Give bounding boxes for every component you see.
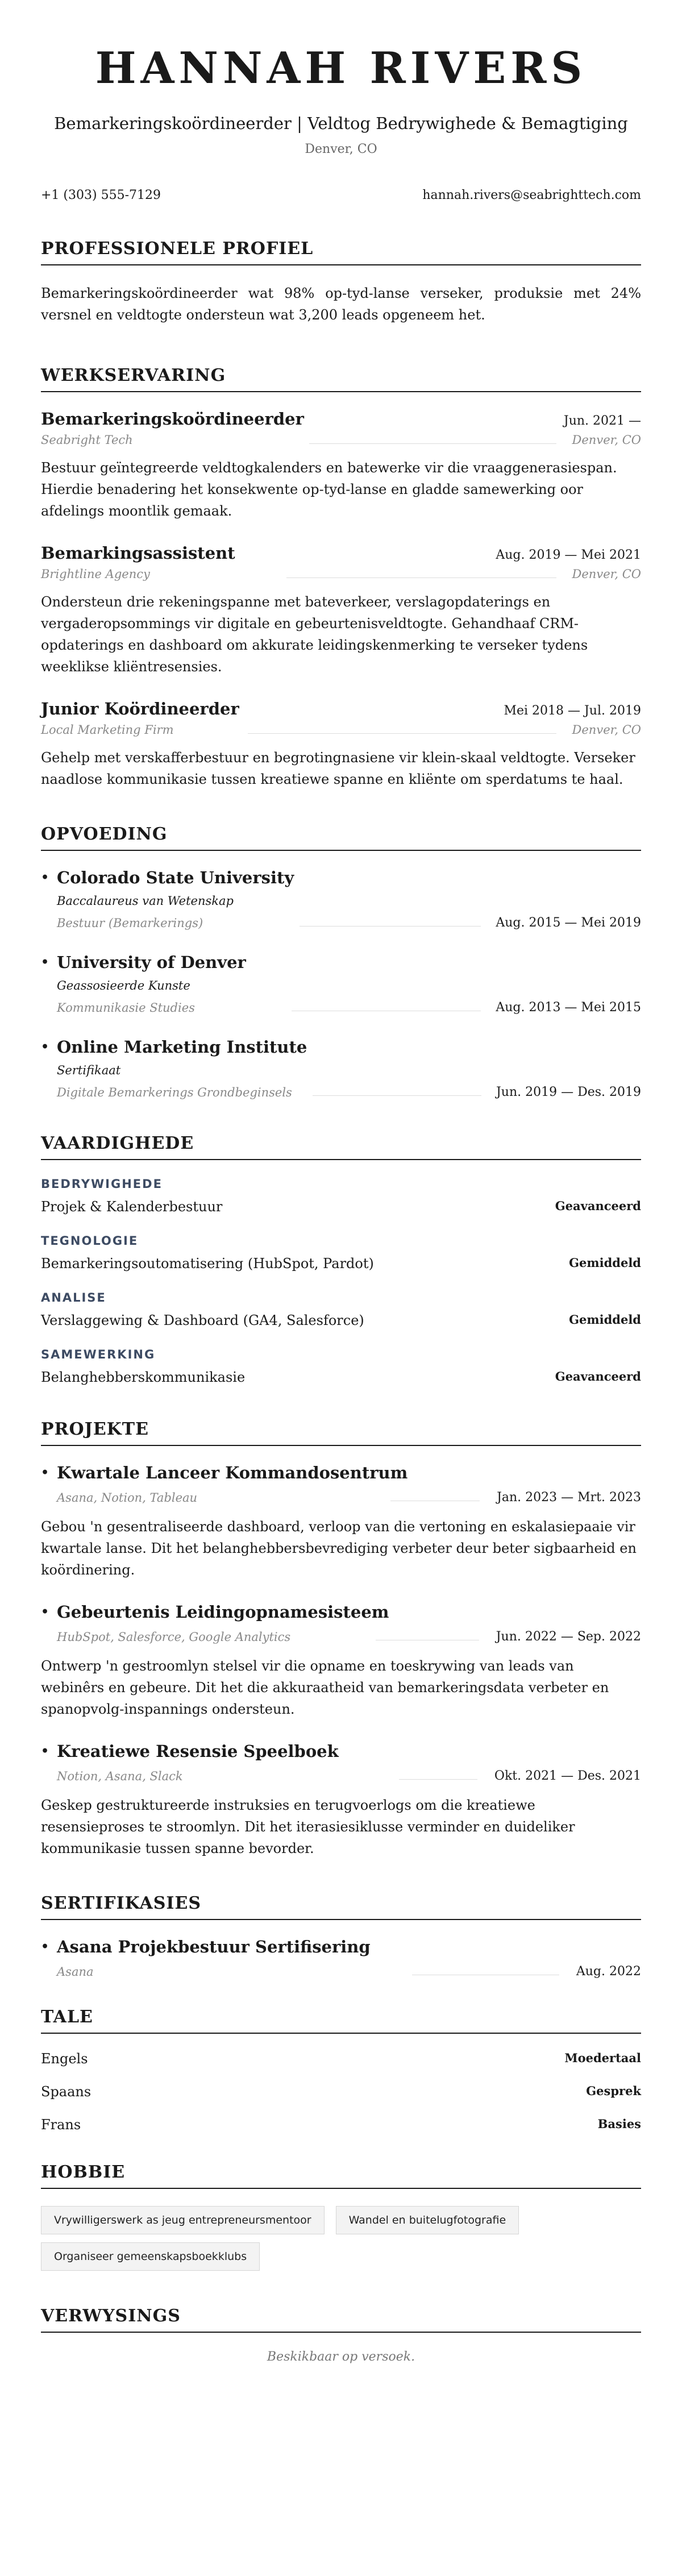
skill-category: ANALISE [41, 1291, 106, 1304]
degree-name: Geassosieerde Kunste [57, 979, 190, 992]
section-title: WERKSERVARING [41, 365, 641, 392]
certification-issuer: Asana [57, 1964, 94, 1979]
resume-header [41, 0, 641, 156]
job-description: Gehelp met verskafferbestuur en begrotingnasiene vir klein-skaal veldtogte. Verseker naadlose kommunikasie tussen kreatiewe spanne en kliënte om sperdatums te haal. [41, 750, 635, 787]
project-dates: Jan. 2023 — Mrt. 2023 [497, 1490, 641, 1505]
school-name: Colorado State University [57, 868, 294, 887]
job-entry [41, 543, 641, 678]
project-description: Gebou 'n gesentraliseerde dashboard, verloop van die vertoning en eskalasiepaaie vir kwartale lanse. Dit het belanghebbersbevrediging verbeter deur beter sigbaarheid en koördinering. [41, 1519, 637, 1578]
language-level: Moedertaal [564, 2051, 641, 2065]
education-dates: Aug. 2013 — Mei 2015 [496, 1000, 641, 1015]
references-section [41, 2306, 641, 2364]
skill-category: BEDRYWIGHEDE [41, 1177, 163, 1191]
field-of-study: Bestuur (Bemarkerings) [57, 916, 203, 930]
skill-name: Projek & Kalenderbestuur [41, 1199, 223, 1215]
field-of-study: Digitale Bemarkerings Grondbeginsels [57, 1085, 292, 1099]
hobby-tag: Wandel en buitelugfotografie [336, 2206, 519, 2234]
language-row [41, 2084, 641, 2100]
hobby-tags [41, 2206, 541, 2271]
education-entry [41, 953, 641, 1015]
job-company: Seabright Tech [41, 433, 133, 447]
section-title: VAARDIGHEDE [41, 1133, 641, 1160]
skill-level: Gemiddeld [569, 1256, 641, 1270]
divider-line [248, 733, 556, 734]
profile-text: Bemarkeringskoördineerder wat 98% op-tyd-lanse verseker, produksie met 24% versnel en veldtogte ondersteun wat 3,200 leads opgeneem het. [41, 285, 641, 323]
project-entry [41, 1463, 641, 1581]
education-section [41, 824, 641, 1099]
job-location: Denver, CO [572, 723, 641, 737]
school-name: University of Denver [57, 953, 246, 972]
skill-category: TEGNOLOGIE [41, 1234, 139, 1248]
certification-name: Asana Projekbestuur Sertifisering [57, 1937, 371, 1956]
skill-name: Bemarkeringsoutomatisering (HubSpot, Pardot) [41, 1256, 374, 1272]
skills-section [41, 1133, 641, 1385]
education-dates: Jun. 2019 — Des. 2019 [496, 1085, 641, 1099]
job-location: Denver, CO [572, 567, 641, 581]
certifications-section [41, 1893, 641, 1979]
language-row [41, 2117, 641, 2133]
divider-line [286, 577, 556, 578]
experience-section [41, 365, 641, 790]
hobby-tag: Vrywilligerswerk as jeug entrepreneursmentoor [41, 2206, 325, 2234]
education-entry [41, 1037, 641, 1099]
phone-number[interactable]: +1 (303) 555-7129 [41, 188, 161, 202]
section-title: PROFESSIONELE PROFIEL [41, 239, 641, 265]
divider-line [309, 443, 556, 444]
project-tools: Notion, Asana, Slack [57, 1769, 183, 1783]
language-level: Basies [597, 2117, 641, 2131]
education-dates: Aug. 2015 — Mei 2019 [496, 916, 641, 930]
language-level: Gesprek [586, 2084, 641, 2098]
project-description: Geskep gestruktureerde instruksies en terugvoerlogs om die kreatiewe resensieproses te stroomlyn. Dit het iterasiesiklusse verminder en duideliker kommunikasie tussen spanne bevorder. [41, 1797, 575, 1856]
skill-level: Gemiddeld [569, 1312, 641, 1327]
skill-group [41, 1234, 641, 1272]
bullet-icon: • [41, 1465, 49, 1480]
certification-date: Aug. 2022 [576, 1964, 641, 1979]
divider-line [313, 1095, 481, 1096]
language-row [41, 2051, 641, 2067]
job-company: Brightline Agency [41, 567, 150, 581]
languages-section [41, 2007, 641, 2133]
language-name: Engels [41, 2051, 88, 2067]
degree-name: Baccalaureus van Wetenskap [57, 894, 234, 908]
project-name: Gebeurtenis Leidingopnamesisteem [57, 1602, 389, 1622]
section-title: HOBBIE [41, 2162, 641, 2189]
section-title: SERTIFIKASIES [41, 1893, 641, 1920]
project-dates: Okt. 2021 — Des. 2021 [494, 1769, 641, 1783]
contact-row [41, 188, 641, 202]
skill-group [41, 1348, 641, 1385]
bullet-icon: • [41, 1605, 49, 1619]
profile-section [41, 239, 641, 326]
project-name: Kwartale Lanceer Kommandosentrum [57, 1463, 408, 1482]
hobby-tag: Organiseer gemeenskapsboekklubs [41, 2242, 260, 2271]
skill-name: Verslaggewing & Dashboard (GA4, Salesforce) [41, 1312, 364, 1328]
bullet-icon: • [41, 870, 49, 885]
school-name: Online Marketing Institute [57, 1037, 307, 1057]
skill-name: Belanghebberskommunikasie [41, 1369, 246, 1385]
job-entry [41, 699, 641, 790]
project-description: Ontwerp 'n gestroomlyn stelsel vir die opname en toeskrywing van leads van webinêrs en gebeure. Dit het die akkuraatheid van bemarkeringsdata verbeter en spanopvolg-inspannings ondersteun. [41, 1658, 609, 1717]
section-title: PROJEKTE [41, 1419, 641, 1446]
certification-entry [41, 1937, 641, 1979]
projects-section [41, 1419, 641, 1859]
project-entry [41, 1742, 641, 1859]
project-tools: HubSpot, Salesforce, Google Analytics [57, 1630, 291, 1644]
bullet-icon: • [41, 1939, 49, 1954]
project-dates: Jun. 2022 — Sep. 2022 [496, 1630, 641, 1644]
job-dates: Aug. 2019 — Mei 2021 [496, 548, 641, 562]
bullet-icon: • [41, 955, 49, 970]
job-entry [41, 409, 641, 522]
references-note: Beskikbaar op versoek. [267, 2350, 415, 2364]
skill-level: Geavanceerd [555, 1369, 641, 1383]
job-title: Bemarkingsassistent [41, 543, 235, 563]
skill-group [41, 1291, 641, 1328]
bullet-icon: • [41, 1744, 49, 1759]
language-name: Spaans [41, 2084, 92, 2100]
section-title: VERWYSINGS [41, 2306, 641, 2333]
candidate-location: Denver, CO [305, 142, 377, 156]
job-dates: Mei 2018 — Jul. 2019 [504, 704, 641, 718]
candidate-tagline: Bemarkeringskoördineerder | Veldtog Bedrywighede & Bemagtiging [54, 114, 628, 133]
project-entry [41, 1602, 641, 1720]
language-name: Frans [41, 2117, 81, 2133]
field-of-study: Kommunikasie Studies [57, 1000, 195, 1015]
project-name: Kreatiewe Resensie Speelboek [57, 1742, 339, 1761]
job-title: Junior Koördineerder [41, 699, 239, 718]
job-description: Ondersteun drie rekeningspanne met bateverkeer, verslagopdaterings en vergaderopsommings vir digitale en gebeurtenisveldtogte. Gehandhaaf CRM-opdaterings en dashboard om akkurate leidingskenmerking te verseker tydens weeklikse kliëntresensies. [41, 594, 588, 675]
job-dates: Jun. 2021 — [563, 414, 641, 428]
divider-line [399, 1779, 477, 1780]
job-description: Bestuur geïntegreerde veldtogkalenders en batewerke vir die vraaggenerasiespan. Hierdie benadering het konsekwente op-tyd-lanse en gladde samewerking oor afdelings moontlik gemaak. [41, 460, 617, 519]
skill-level: Geavanceerd [555, 1199, 641, 1213]
degree-name: Sertifikaat [57, 1063, 121, 1077]
skill-category: SAMEWERKING [41, 1348, 156, 1361]
hobbies-section [41, 2162, 641, 2271]
job-company: Local Marketing Firm [41, 723, 174, 737]
skill-group [41, 1177, 641, 1215]
job-title: Bemarkeringskoördineerder [41, 409, 304, 429]
candidate-name: HANNAH RIVERS [95, 43, 587, 93]
email-address[interactable]: hannah.rivers@seabrighttech.com [422, 188, 641, 202]
bullet-icon: • [41, 1040, 49, 1054]
project-tools: Asana, Notion, Tableau [57, 1490, 198, 1505]
job-location: Denver, CO [572, 433, 641, 447]
education-entry [41, 868, 641, 930]
section-title: TALE [41, 2007, 641, 2034]
section-title: OPVOEDING [41, 824, 641, 851]
